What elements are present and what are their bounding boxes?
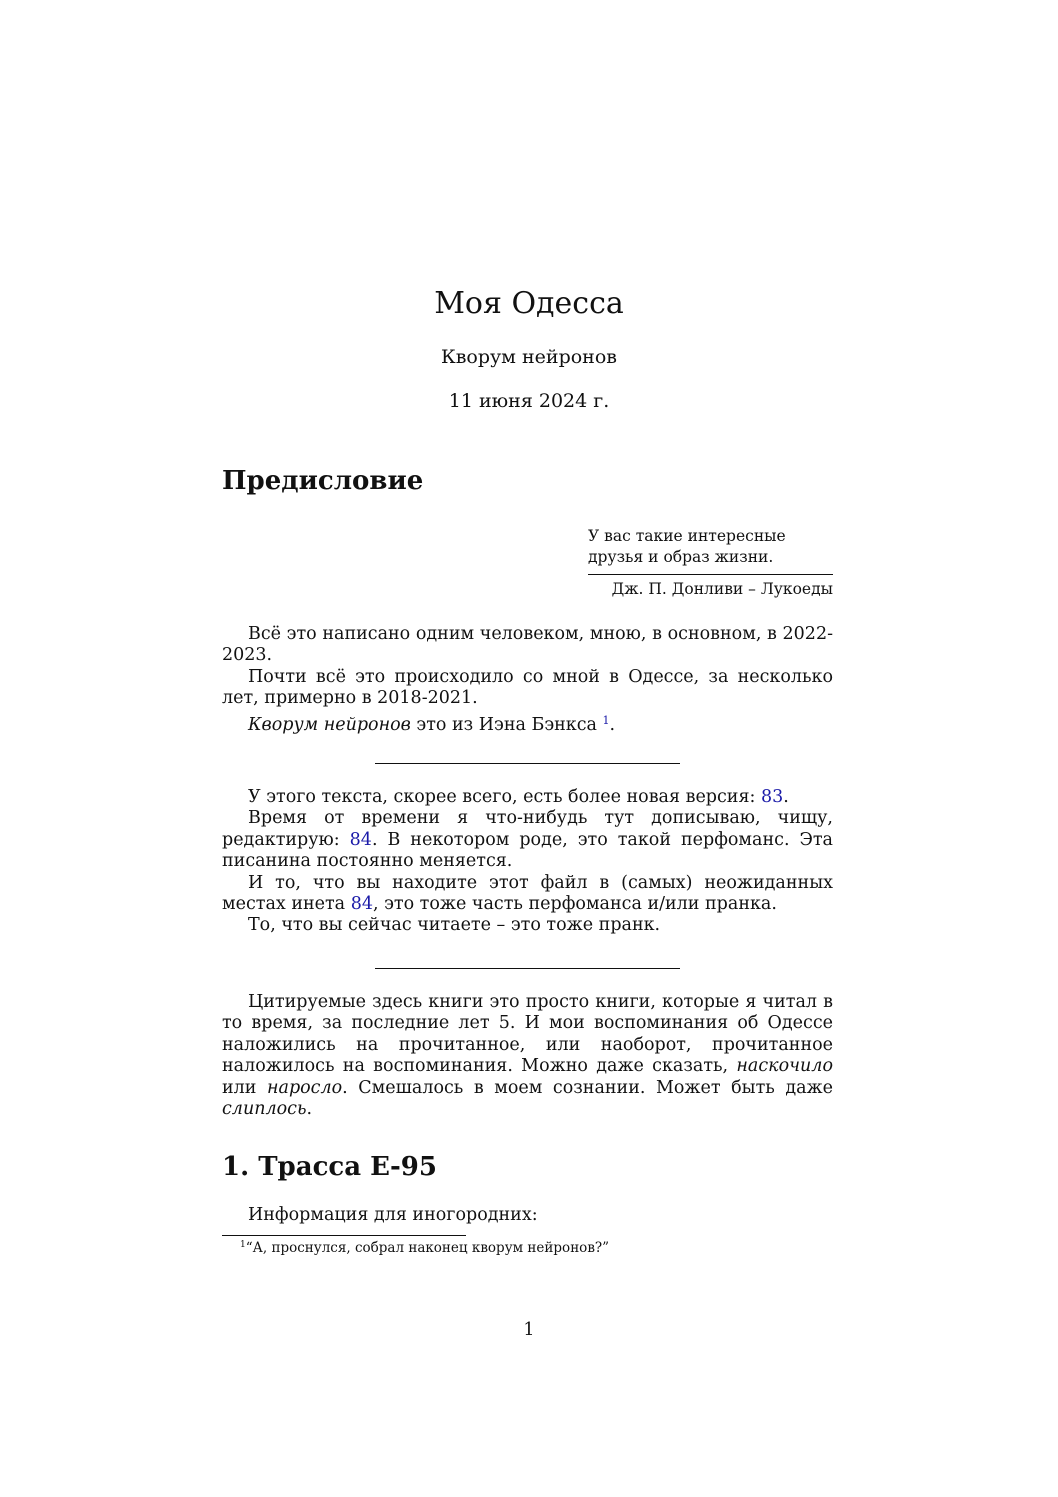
section-divider <box>375 763 680 764</box>
footnote <box>240 1240 609 1256</box>
page-ref-link[interactable]: 84 <box>349 829 372 850</box>
epigraph-line: друзья и образ жизни. <box>588 548 774 566</box>
paragraph: У этого текста, скорее всего, есть более новая версия: 83. <box>248 787 789 807</box>
page-ref-link[interactable]: 84 <box>350 894 373 915</box>
epigraph-line: У вас такие интересные <box>588 527 786 545</box>
preface-block-2 <box>222 787 833 937</box>
paragraph: Кворум нейронов это из Иэна Бэнкса $^1$. <box>248 713 616 735</box>
section-heading: 1. Трасса Е-95 <box>222 1152 437 1182</box>
footnote-mark: 1 <box>240 1240 246 1250</box>
epigraph-source: Дж. П. Донливи – Лукоеды <box>611 580 833 598</box>
document-date: 11 июня 2024 г. <box>448 390 610 412</box>
page-ref-link[interactable]: 83 <box>760 787 784 807</box>
paragraph: Время от времени я что-нибудь тут дописываю, чищу, редактирую: 84. В некотором роде, это такой перфоманс. Эта писанина постоянно меняется. <box>222 808 833 872</box>
paragraph: И то, что вы находите этот файл в (самых) неожиданных местах инета 84, это тоже часть перфоманса и/или пранка. <box>222 872 833 915</box>
document-title: Моя Одесса <box>434 286 624 321</box>
epigraph <box>588 526 833 568</box>
preface-block-3 <box>222 992 833 1120</box>
italic-text: Кворум нейронов <box>248 714 411 735</box>
paragraph: Цитируемые здесь книги это просто книги, которые я читал в то время, за последние лет 5. И мои воспоминания об Одессе наложились на прочитанное, или наоборот, прочитанное наложилось на воспоминания. Можно даже сказать, наскочило или наросло. Смешалось в моем сознании. Может быть даже слиплось. <box>222 992 833 1120</box>
preface-heading: Предисловие <box>222 466 424 496</box>
page-number: 1 <box>523 1320 535 1340</box>
section-body <box>222 1205 833 1226</box>
footnote-ref-link[interactable]: 1 <box>602 713 610 727</box>
footnote-text: “А, проснулся, собрал наконец кворум нейронов?” <box>245 1240 610 1256</box>
paragraph: Всё это написано одним человеком, мною, в основном, в 2022-2023. <box>222 624 833 666</box>
paragraph: Почти всё это происходило со мной в Одессе, за несколько лет, примерно в 2018-2021. <box>222 666 833 709</box>
footnote-divider <box>222 1235 466 1236</box>
paragraph: Информация для иногородних: <box>248 1205 538 1225</box>
epigraph-divider <box>588 574 833 575</box>
section-divider <box>375 968 680 969</box>
preface-block-1 <box>222 624 833 736</box>
paragraph: То, что вы сейчас читаете – это тоже пранк. <box>248 915 661 936</box>
document-author: Кворум нейронов <box>441 346 617 368</box>
